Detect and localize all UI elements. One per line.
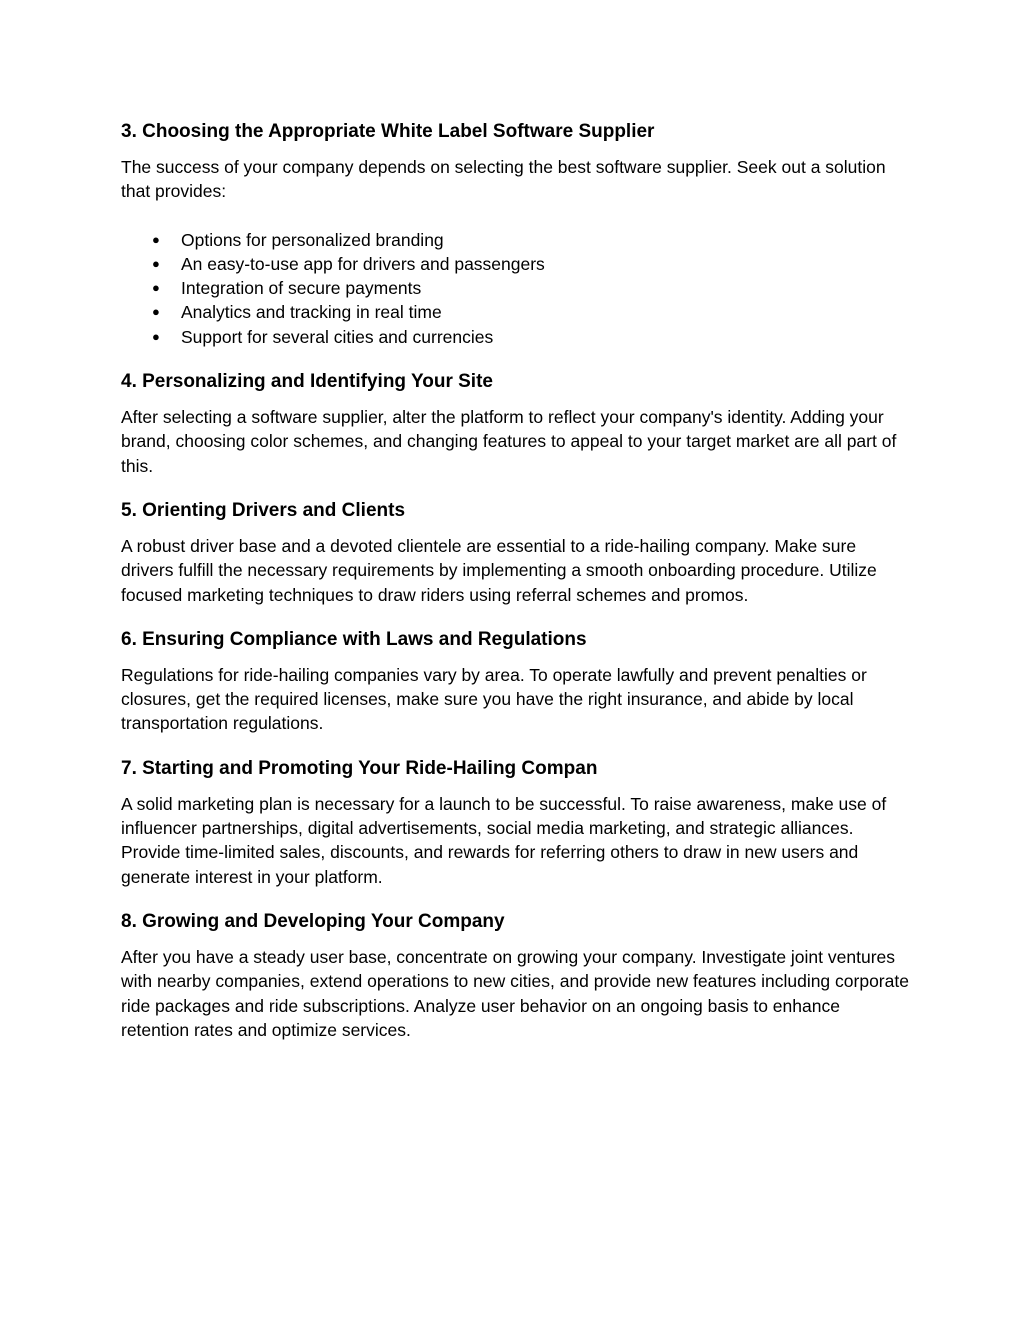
list-item-text: Integration of secure payments	[181, 278, 422, 299]
list-item	[121, 276, 911, 300]
section-promoting	[121, 756, 911, 889]
list-item-text: Options for personalized branding	[181, 229, 444, 250]
section-compliance	[121, 627, 911, 736]
section-supplier	[121, 119, 911, 349]
list-item-text: An easy-to-use app for drivers and passengers	[181, 253, 545, 274]
bullet-icon: ●	[152, 328, 160, 344]
section-heading: 4. Personalizing and Identifying Your Site	[121, 371, 493, 393]
bullet-icon: ●	[152, 231, 160, 247]
section-heading: 7. Starting and Promoting Your Ride-Hailing Compan	[121, 757, 598, 779]
section-paragraph: After you have a steady user base, concentrate on growing your company. Investigate joint ventures with nearby companies, extend operations to new cities, and provide new features including corporate ride packages and ride subscriptions. Analyze user behavior on an ongoing basis to enhance retention rates and optimize services.	[121, 946, 909, 1040]
section-paragraph: Regulations for ride-hailing companies vary by area. To operate lawfully and prevent penalties or closures, get the required licenses, make sure you have the right insurance, and abide by local transportation regulations.	[121, 664, 867, 734]
list-item	[121, 325, 911, 349]
list-item	[121, 252, 911, 276]
section-heading: 8. Growing and Developing Your Company	[121, 910, 505, 932]
section-personalizing	[121, 369, 911, 478]
section-paragraph: The success of your company depends on selecting the best software supplier. Seek out a solution that provides:	[121, 157, 886, 202]
list-item	[121, 300, 911, 324]
feature-list	[121, 228, 911, 349]
list-item-text: Analytics and tracking in real time	[181, 302, 442, 323]
section-growing	[121, 909, 911, 1042]
section-paragraph: A robust driver base and a devoted clientele are essential to a ride-hailing company. Make sure drivers fulfill the necessary requirements by implementing a smooth onboarding procedure. Utilize focused marketing techniques to draw riders using referral schemes and promos.	[121, 535, 877, 605]
section-heading: 3. Choosing the Appropriate White Label Software Supplier	[121, 121, 655, 142]
section-heading: 6. Ensuring Compliance with Laws and Regulations	[121, 628, 587, 650]
list-item	[121, 228, 911, 252]
bullet-icon: ●	[152, 255, 160, 271]
section-orienting	[121, 498, 911, 607]
section-heading: 5. Orienting Drivers and Clients	[121, 499, 406, 521]
document-page	[121, 119, 911, 1042]
section-paragraph: A solid marketing plan is necessary for a launch to be successful. To raise awareness, make use of influencer partnerships, digital advertisements, social media marketing, and strategic alliances. Provide time-limited sales, discounts, and rewards for referring others to draw in new users and generate interest in your platform.	[121, 793, 887, 887]
list-item-text: Support for several cities and currencies	[181, 326, 494, 347]
bullet-icon: ●	[152, 304, 160, 320]
bullet-icon: ●	[152, 280, 160, 296]
section-paragraph: After selecting a software supplier, alter the platform to reflect your company's identity. Adding your brand, choosing color schemes, and changing features to appeal to your target market are all part of this.	[121, 407, 897, 476]
